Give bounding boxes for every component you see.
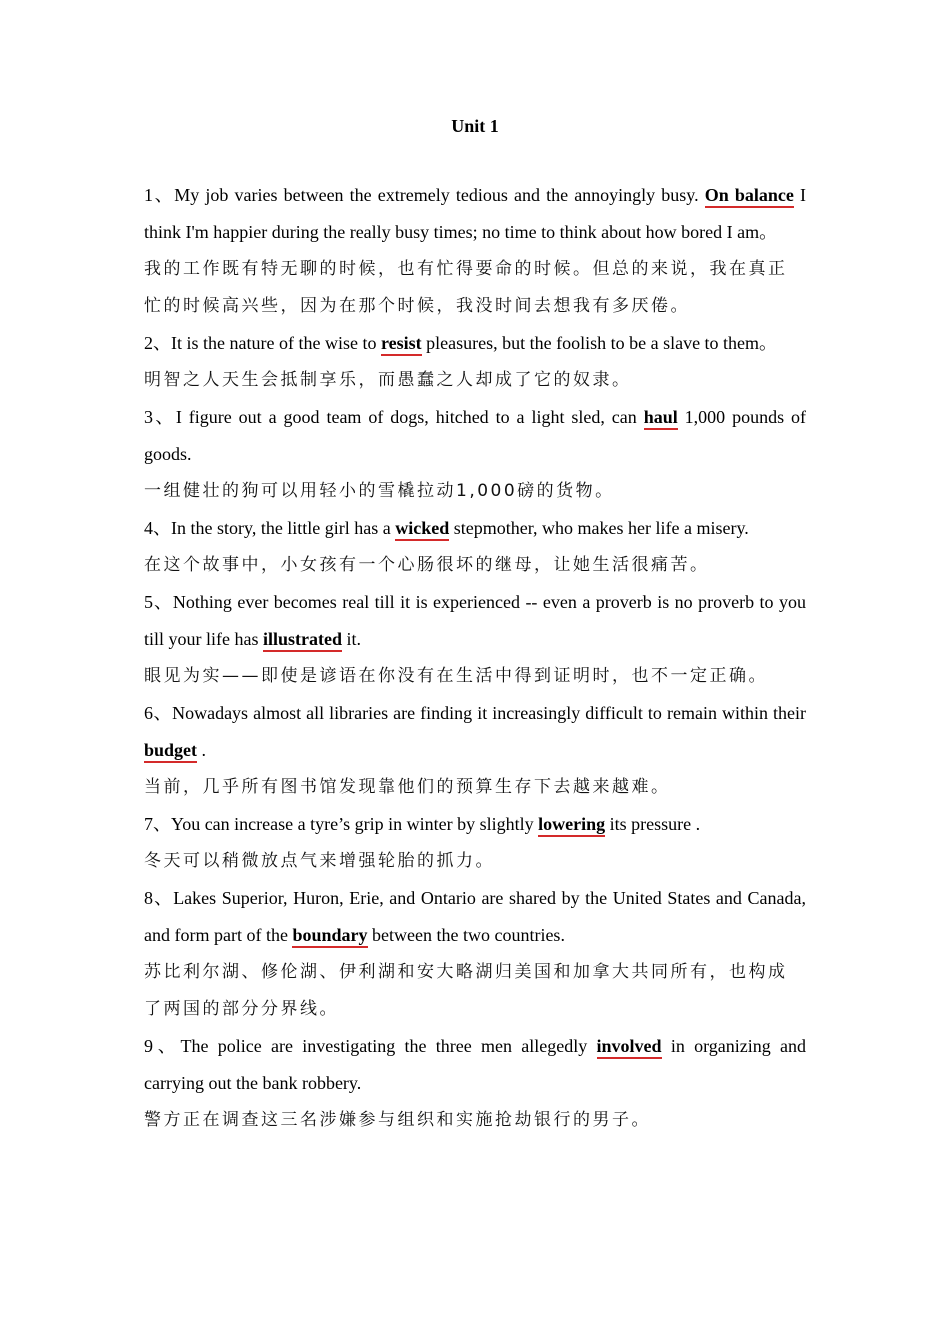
sentence-text: The police are investigating the three men allegedly [180,1036,597,1056]
english-sentence: 5、Nothing ever becomes real till it is experienced -- even a proverb is no proverb to you till your life has illustrated it. [144,584,806,658]
list-item [144,806,806,880]
item-number: 9 [144,1036,153,1056]
english-sentence: 6、Nowadays almost all libraries are finding it increasingly difficult to remain within their budget . [144,695,806,769]
chinese-translation: 当前，几乎所有图书馆发现靠他们的预算生存下去越来越难。 [144,777,671,797]
keyword: illustrated [263,629,342,652]
english-sentence: 3、I figure out a good team of dogs, hitched to a light sled, can haul 1,000 pounds of goods. [144,407,807,464]
sentence-text: I think I'm happier during the really busy times; no time to think about how bored I am。 [144,185,807,242]
item-number: 6 [144,703,153,723]
keyword: On balance [705,185,794,208]
keyword: boundary [292,925,367,948]
keyword: wicked [395,518,449,541]
english-sentence: 2、It is the nature of the wise to resist pleasures, but the foolish to be a slave to them。 [144,325,806,362]
sentence-text: stepmother, who makes her life a misery. [449,518,749,538]
item-number: 7 [144,814,153,834]
sentence-text: . [197,740,207,760]
list-item [144,177,806,325]
chinese-translation: 警方正在调查这三名涉嫌参与组织和实施抢劫银行的男子。 [144,1110,651,1130]
sentence-text: I figure out a good team of dogs, hitched to a light sled, can [175,407,644,427]
list-item [144,880,806,1028]
sentence-text: In the story, the little girl has a [171,518,396,538]
chinese-translation: 一组健壮的狗可以用轻小的雪橇拉动1,000磅的货物。 [144,481,615,501]
item-number: 8 [144,888,153,908]
sentence-text: its pressure . [605,814,701,834]
english-sentence: 7、You can increase a tyre’s grip in winter by slightly lowering its pressure . [144,806,806,843]
sentence-text: Nowadays almost all libraries are finding it increasingly difficult to remain within their [172,703,806,723]
sentence-text: You can increase a tyre’s grip in winter by slightly [171,814,539,834]
sentence-text: pleasures, but the foolish to be a slave to them。 [421,333,778,353]
item-number: 2 [144,333,153,353]
chinese-translation: 冬天可以稍微放点气来增强轮胎的抓力。 [144,851,495,871]
sentence-text: Nothing ever becomes real till it is experienced -- even a proverb is no proverb to you till your life has [144,592,807,649]
sentence-text: between the two countries. [367,925,565,945]
english-sentence: 4、In the story, the little girl has a wicked stepmother, who makes her life a misery. [144,510,806,547]
item-number: 4 [144,518,153,538]
item-number: 3 [144,407,153,427]
page-title: Unit 1 [451,116,499,136]
keyword: lowering [538,814,605,837]
chinese-translation: 我的工作既有特无聊的时候，也有忙得要命的时候。但总的来说，我在真正忙的时候高兴些，因为在那个时候，我没时间去想我有多厌倦。 [144,259,788,316]
sentence-text: My job varies between the extremely tedious and the annoyingly busy. [174,185,705,205]
sentence-list [144,177,806,1139]
list-item [144,1028,806,1139]
item-number: 1 [144,185,153,205]
english-sentence: 9、The police are investigating the three men allegedly involved in organizing and carrying out the bank robbery. [144,1036,807,1093]
list-item [144,325,806,399]
keyword: resist [381,333,422,356]
keyword: haul [644,407,678,430]
list-item [144,399,806,510]
chinese-translation: 明智之人天生会抵制享乐，而愚蠢之人却成了它的奴隶。 [144,370,632,390]
list-item [144,584,806,695]
chinese-translation: 苏比利尔湖、修伦湖、伊利湖和安大略湖归美国和加拿大共同所有，也构成了两国的部分分界线。 [144,962,788,1019]
chinese-translation: 眼见为实——即使是谚语在你没有在生活中得到证明时，也不一定正确。 [144,666,768,686]
english-sentence: 8、Lakes Superior, Huron, Erie, and Ontario are shared by the United States and Canada, and form part of the boundary between the two countries. [144,880,806,954]
item-number: 5 [144,592,153,612]
sentence-text: it. [341,629,361,649]
sentence-text: in organizing and carrying out the bank robbery. [144,1036,807,1093]
english-sentence: 1、My job varies between the extremely tedious and the annoyingly busy. On balance I think I'm happier during the really busy times; no time to think about how bored I am。 [144,185,807,242]
list-item [144,695,806,806]
keyword: budget [144,740,197,763]
sentence-text: 1,000 pounds of goods. [144,407,807,464]
sentence-text: Lakes Superior, Huron, Erie, and Ontario are shared by the United States and Canada, and form part of the [144,888,806,945]
chinese-translation: 在这个故事中，小女孩有一个心肠很坏的继母，让她生活很痛苦。 [144,555,710,575]
list-item [144,510,806,584]
keyword: involved [597,1036,662,1059]
sentence-text: It is the nature of the wise to [171,333,381,353]
